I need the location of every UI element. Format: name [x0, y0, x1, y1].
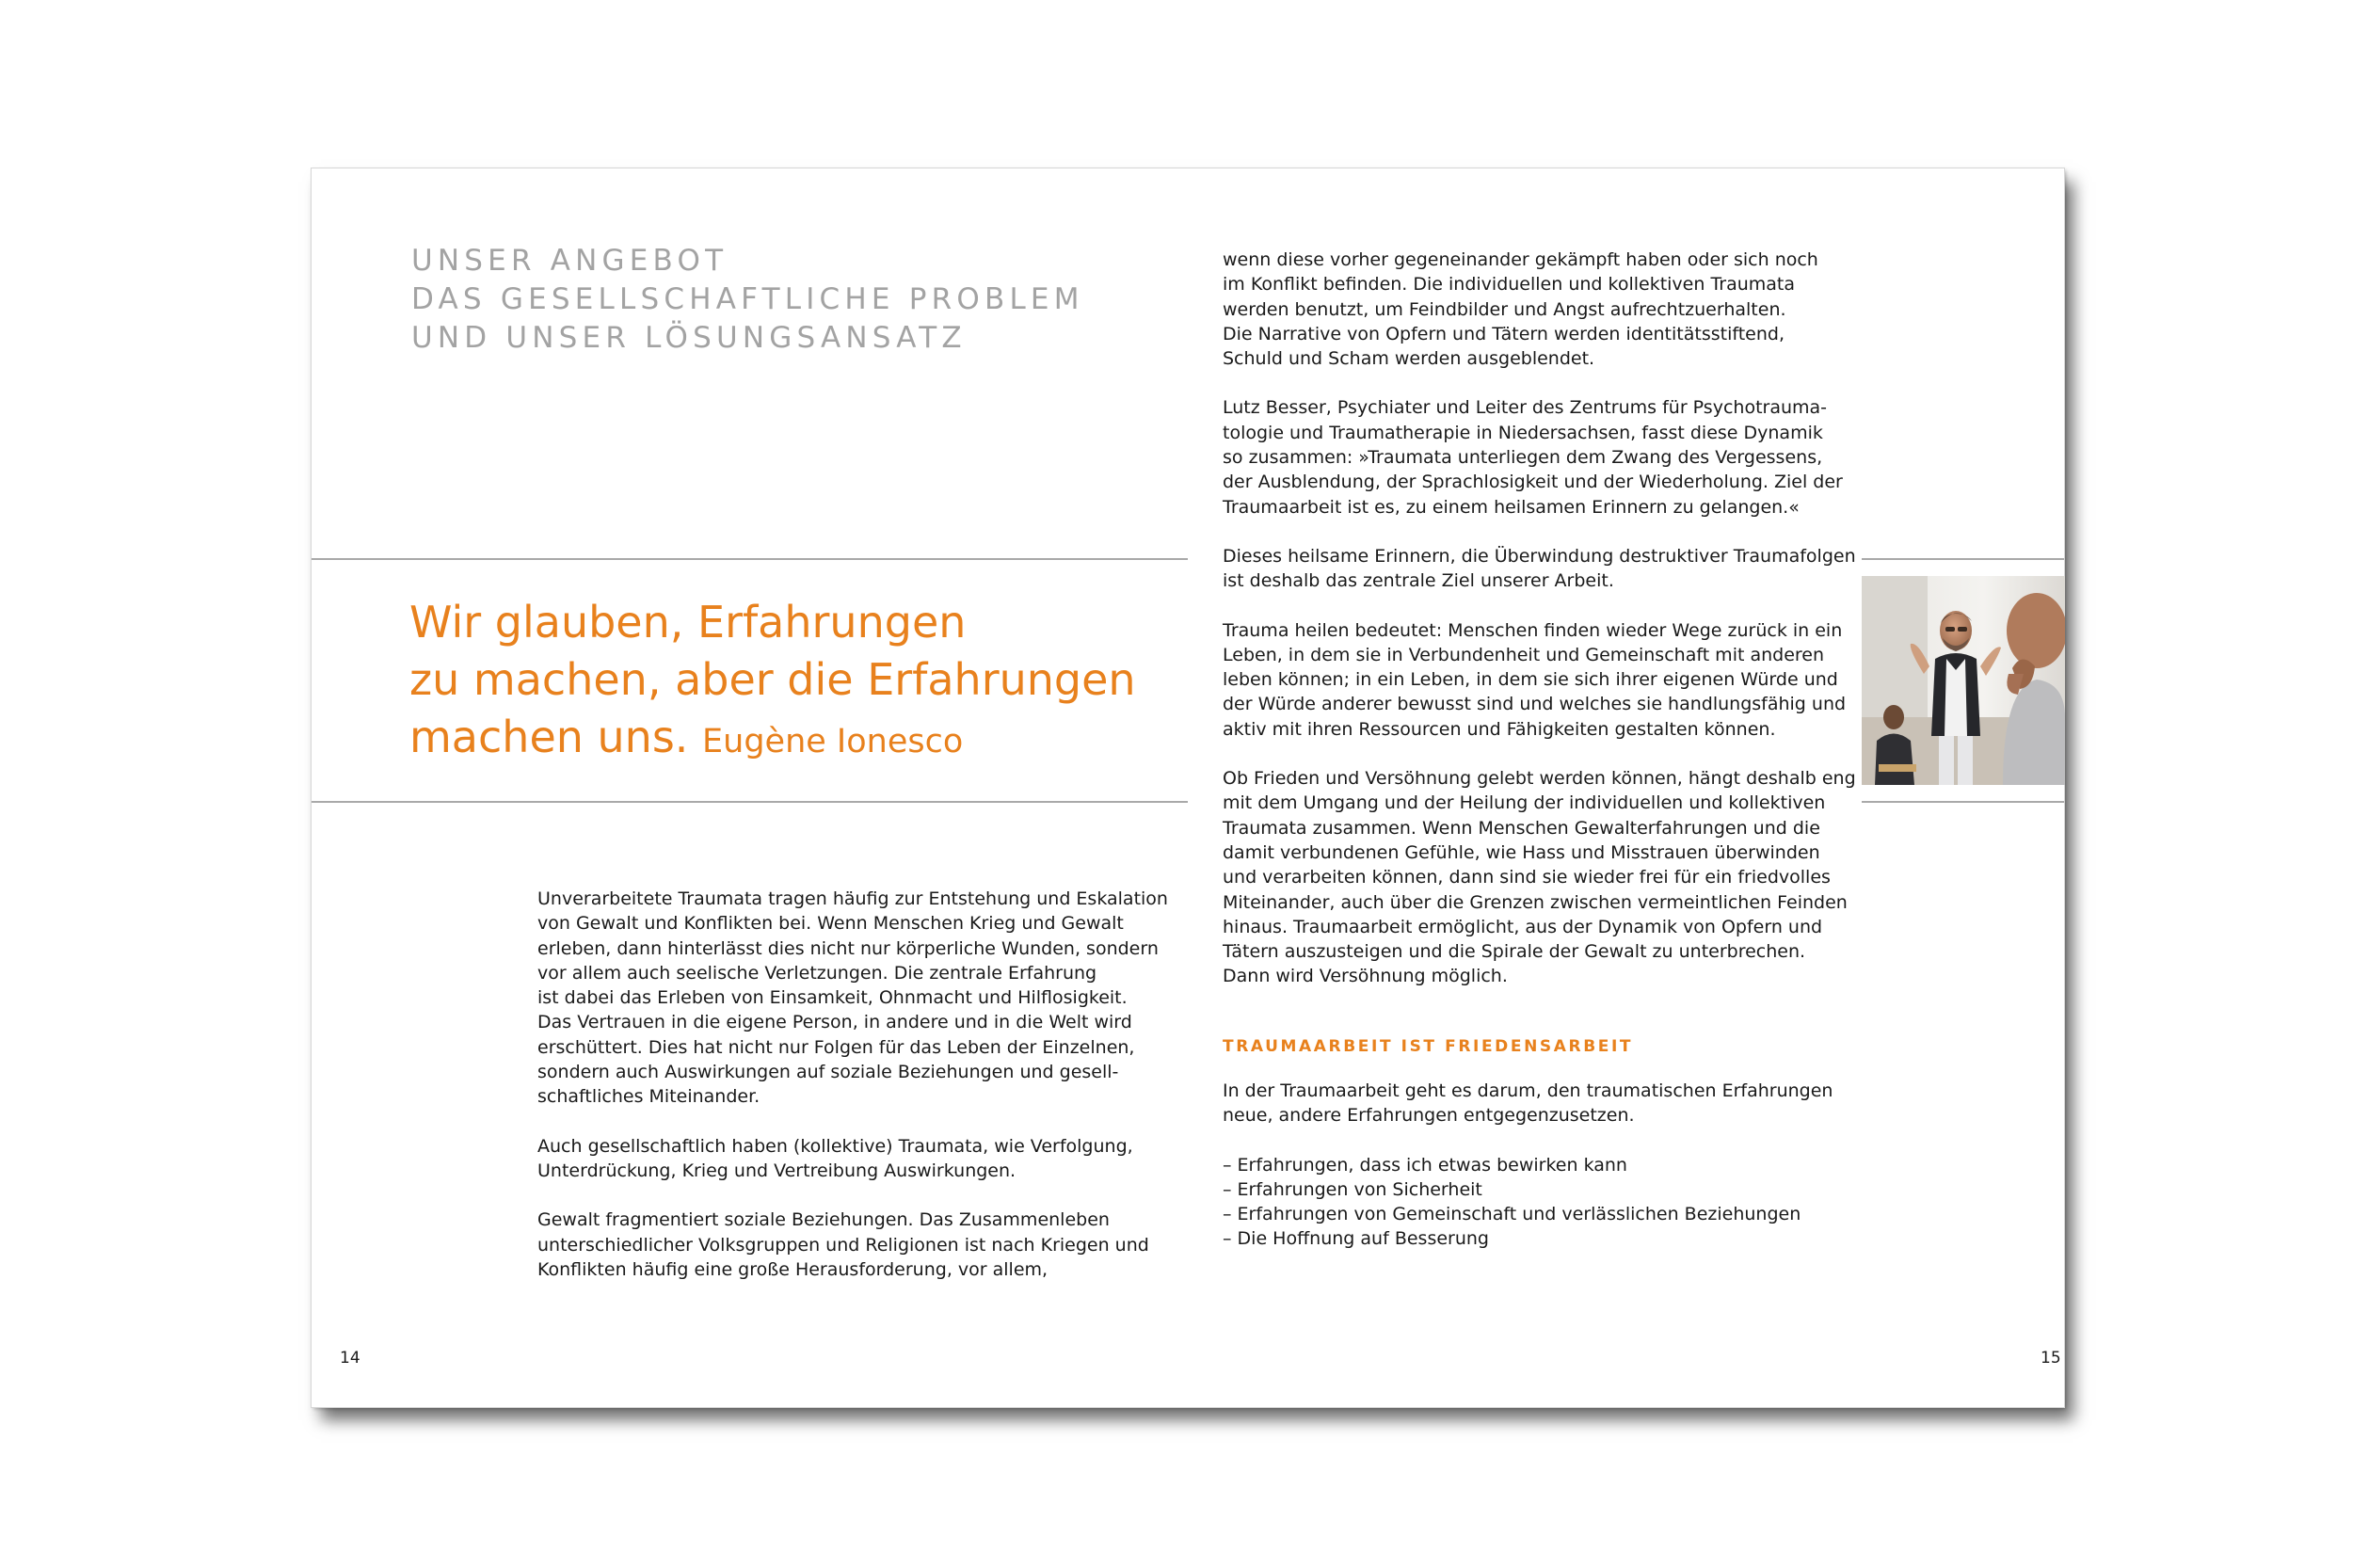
text-line: Traumaarbeit ist es, zu einem heilsamen Erinnern zu gelangen.«: [1223, 496, 1800, 518]
text-line: im Konflikt befinden. Die individuellen und kollektiven Traumata: [1223, 274, 1795, 296]
text-line: Dieses heilsame Erinnern, die Überwindung destruktiver Traumafolgen: [1223, 545, 1856, 567]
quote-last-line-text: machen uns.: [409, 712, 689, 762]
quote-line: zu machen, aber die Erfahrungen: [409, 654, 1136, 705]
sub-heading: TRAUMAARBEIT IST FRIEDENSARBEIT: [1223, 1037, 1634, 1056]
page-number-left: 14: [340, 1349, 360, 1368]
text-line: vor allem auch seelische Verletzungen. Die zentrale Erfahrung: [537, 962, 1097, 984]
text-line: Dann wird Versöhnung möglich.: [1223, 966, 1508, 987]
text-line: ist deshalb das zentrale Ziel unserer Arbeit.: [1223, 570, 1614, 592]
list-item: – Die Hoffnung auf Besserung: [1223, 1228, 1489, 1250]
heading-line: DAS GESELLSCHAFTLICHE PROBLEM: [411, 282, 1084, 316]
quote-author: Eugène Ionesco: [702, 723, 964, 760]
quote-line: Wir glauben, Erfahrungen: [409, 597, 967, 648]
text-line: Miteinander, auch über die Grenzen zwischen vermeintlichen Feinden: [1223, 891, 1848, 913]
text-line: Gewalt fragmentiert soziale Beziehungen. Das Zusammenleben: [537, 1209, 1110, 1231]
text-line: der Würde anderer bewusst sind und welches sie handlungsfähig und: [1223, 694, 1847, 715]
left-body-text: [537, 887, 1168, 1282]
text-line: unterschiedlicher Volksgruppen und Religionen ist nach Kriegen und: [537, 1234, 1149, 1256]
paragraph: [1223, 1079, 1833, 1128]
text-line: damit verbundenen Gefühle, wie Hass und Misstrauen überwinden: [1223, 841, 1820, 863]
text-line: Schuld und Scham werden ausgeblendet.: [1223, 348, 1595, 370]
quote-line: [409, 709, 1136, 771]
text-line: erschüttert. Dies hat nicht nur Folgen für das Leben der Einzelnen,: [537, 1036, 1135, 1058]
text-line: Trauma heilen bedeutet: Menschen finden wieder Wege zurück in ein: [1223, 619, 1843, 641]
pull-quote: [409, 594, 1136, 771]
text-line: Unverarbeitete Traumata tragen häufig zur Entstehung und Eskalation: [537, 888, 1168, 909]
text-line: Ob Frieden und Versöhnung gelebt werden können, hängt deshalb eng: [1223, 768, 1856, 790]
bullet-list: [1223, 1153, 1833, 1252]
text-line: aktiv mit ihren Ressourcen und Fähigkeiten gestalten können.: [1223, 718, 1776, 740]
right-page: [1188, 168, 2064, 1407]
heading-line: UNSER ANGEBOT: [411, 244, 728, 278]
text-line: Tätern auszusteigen und die Spirale der Gewalt zu unterbrechen.: [1223, 941, 1806, 963]
text-line: Das Vertrauen in die eigene Person, in andere und in die Welt wird: [537, 1012, 1132, 1033]
text-line: In der Traumaarbeit geht es darum, den traumatischen Erfahrungen: [1223, 1080, 1833, 1101]
paragraph: [1223, 618, 1856, 742]
text-line: Die Narrative von Opfern und Tätern werden identitätsstiftend,: [1223, 323, 1785, 344]
text-line: neue, andere Erfahrungen entgegenzusetzen.: [1223, 1105, 1635, 1127]
list-item: – Erfahrungen von Gemeinschaft und verlässlichen Beziehungen: [1223, 1204, 1801, 1225]
text-line: leben können; in ein Leben, in dem sie sich ihrer eigenen Würde und: [1223, 669, 1838, 691]
paragraph: [1223, 544, 1856, 594]
workshop-photo: [1862, 576, 2065, 785]
text-line: Auch gesellschaftlich haben (kollektive) Traumata, wie Verfolgung,: [537, 1135, 1133, 1157]
text-line: Leben, in dem sie in Verbundenheit und Gemeinschaft mit anderen: [1223, 644, 1825, 665]
left-page: [312, 168, 1188, 1407]
text-line: ist dabei das Erleben von Einsamkeit, Ohnmacht und Hilflosigkeit.: [537, 987, 1128, 1009]
paragraph: [1223, 248, 1856, 371]
text-line: tologie und Traumatherapie in Niedersachsen, fasst diese Dynamik: [1223, 422, 1823, 443]
text-line: schaftliches Miteinander.: [537, 1086, 760, 1108]
right-body-text: [1223, 248, 1856, 989]
page-number-right: 15: [2041, 1349, 2061, 1368]
photo-bottom-rule: [1862, 801, 2064, 803]
list-item: – Erfahrungen, dass ich etwas bewirken kann: [1223, 1154, 1627, 1176]
text-line: der Ausblendung, der Sprachlosigkeit und der Wiederholung. Ziel der: [1223, 472, 1843, 493]
text-line: so zusammen: »Traumata unterliegen dem Zwang des Vergessens,: [1223, 447, 1823, 469]
text-line: mit dem Umgang und der Heilung der individuellen und kollektiven: [1223, 792, 1826, 814]
list-item: – Erfahrungen von Sicherheit: [1223, 1178, 1482, 1200]
brochure-spread: [312, 168, 2064, 1407]
workshop-photo-illustration: [1862, 576, 2065, 785]
text-line: Traumata zusammen. Wenn Menschen Gewalterfahrungen und die: [1223, 817, 1820, 839]
paragraph: [1223, 395, 1856, 519]
text-line: Konflikten häufig eine große Herausforderung, vor allem,: [537, 1258, 1048, 1280]
paragraph: [1223, 766, 1856, 989]
text-line: Unterdrückung, Krieg und Vertreibung Auswirkungen.: [537, 1160, 1016, 1181]
quote-top-rule: [312, 558, 1188, 560]
text-line: Lutz Besser, Psychiater und Leiter des Zentrums für Psychotrauma-: [1223, 397, 1828, 419]
text-line: und verarbeiten können, dann sind sie wieder frei für ein friedvolles: [1223, 867, 1831, 888]
photo-top-rule: [1862, 558, 2064, 560]
text-line: wenn diese vorher gegeneinander gekämpft haben oder sich noch: [1223, 249, 1818, 270]
text-line: von Gewalt und Konflikten bei. Wenn Menschen Krieg und Gewalt: [537, 913, 1124, 935]
section-heading: [411, 242, 1084, 358]
paragraph: [537, 1208, 1168, 1282]
right-lower-text: [1223, 1079, 1833, 1252]
paragraph: [537, 1134, 1168, 1184]
text-line: hinaus. Traumaarbeit ermöglicht, aus der Dynamik von Opfern und: [1223, 916, 1823, 937]
text-line: werden benutzt, um Feindbilder und Angst aufrechtzuerhalten.: [1223, 298, 1786, 320]
paragraph: [537, 887, 1168, 1110]
text-line: sondern auch Auswirkungen auf soziale Beziehungen und gesell-: [537, 1062, 1119, 1083]
text-line: erleben, dann hinterlässt dies nicht nur körperliche Wunden, sondern: [537, 937, 1159, 959]
quote-bottom-rule: [312, 801, 1188, 803]
heading-line: UND UNSER LÖSUNGSANSATZ: [411, 321, 967, 355]
